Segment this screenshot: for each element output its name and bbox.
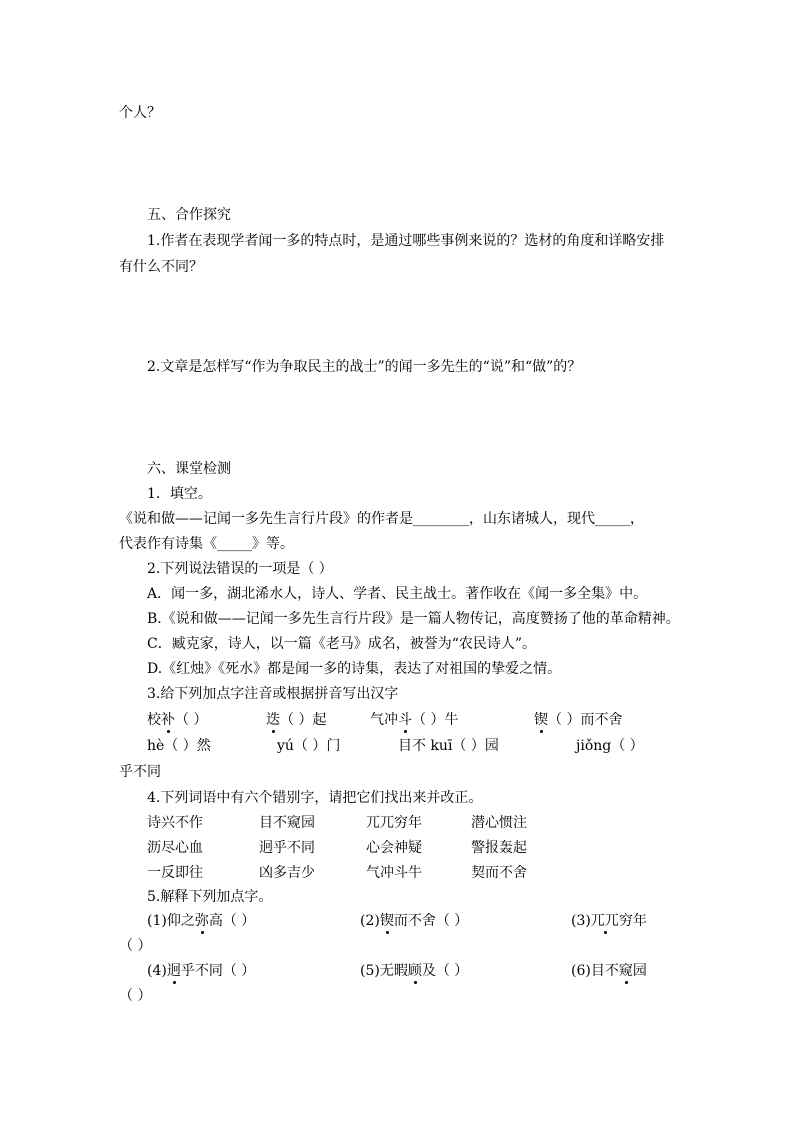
- dotted-char: 迥: [166, 963, 181, 979]
- q4-word: 诗兴不作: [147, 815, 203, 831]
- section6-q4-label: 4.下列词语中有六个错别字，请把它们找出来并改正。: [147, 790, 483, 806]
- top-fragment: 个人？: [119, 105, 161, 121]
- section5-q1-line1: 1.作者在表现学者闻一多的特点时，是通过哪些事例来说的？选材的角度和详略安排: [147, 233, 665, 249]
- q4-word: 潜心惯注: [471, 815, 527, 831]
- q5-item: (5)无暇顾及（ ）: [360, 963, 469, 979]
- q3-row1-item: 迭（ ）起: [266, 712, 327, 728]
- section6-q5-label: 5.解释下列加点字。: [147, 889, 273, 905]
- q4-word: 警报轰起: [471, 840, 527, 856]
- dotted-char: 窥: [618, 963, 633, 979]
- dotted-char: 兀兀: [590, 913, 619, 929]
- q3-row1-item: 气冲斗（ ）牛: [370, 712, 459, 728]
- q4-word: 一反即往: [147, 865, 203, 881]
- section5-q2: 2.文章是怎样写“作为争取民主的战士”的闻一多先生的“说”和“做”的？: [147, 359, 582, 375]
- q5-row2-wrap: （ ）: [119, 988, 152, 1004]
- q4-word: 迥乎不同: [259, 840, 315, 856]
- q3-row2-item: hè（ ）然: [147, 738, 211, 754]
- q3-row1-item: 锲（ ）而不舍: [534, 712, 623, 728]
- q3-row2-item: jiǒng（ ）: [576, 738, 644, 754]
- q5-row1-wrap: （ ）: [119, 938, 152, 954]
- q3-row2-wrap: 乎不同: [119, 764, 161, 780]
- q4-word: 凶多吉少: [259, 865, 315, 881]
- q3-row1-item: 校补（ ）: [147, 712, 208, 728]
- q4-word: 气冲斗牛: [366, 865, 422, 881]
- section6-q2-option-b: B.《说和做——记闻一多先生言行片段》是一篇人物传记，高度赞扬了他的革命精神。: [147, 611, 680, 627]
- q5-item: (6)目不窥园: [571, 963, 647, 979]
- section6-q1-line2: 代表作有诗集《_____》等。: [119, 536, 294, 552]
- section6-title: 六、课堂检测: [147, 461, 231, 477]
- q5-item: (3)兀兀穷年: [571, 913, 647, 929]
- dotted-char: 斗: [398, 712, 412, 728]
- section6-q2-option-a: A．闻一多，湖北浠水人，诗人、学者、民主战士。著作收在《闻一多全集》中。: [147, 586, 648, 602]
- section6-q3-label: 3.给下列加点字注音或根据拼音写出汉字: [147, 686, 399, 702]
- section5-title: 五、合作探究: [147, 207, 231, 223]
- q3-row2-item: 目不 kuī（ ）园: [398, 738, 499, 754]
- q4-word: 目不窥园: [259, 815, 315, 831]
- section6-q2-option-c: C．臧克家，诗人，以一篇《老马》成名，被誉为“农民诗人”。: [147, 636, 537, 652]
- q4-word: 契而不舍: [471, 865, 527, 881]
- dotted-char: 补: [161, 712, 175, 728]
- q4-word: 心会神疑: [366, 840, 422, 856]
- dotted-char: 锲: [534, 712, 548, 728]
- section5-q1-line2: 有什么不同？: [119, 259, 203, 275]
- q5-item: (1)仰之弥高（ ）: [147, 913, 256, 929]
- section6-q1-label: 1．填空。: [147, 486, 212, 502]
- q3-row2-item: yú（ ）门: [277, 738, 341, 754]
- section6-q2-label: 2.下列说法错误的一项是（ ）: [147, 561, 333, 577]
- dotted-char: 顾: [407, 963, 422, 979]
- dotted-char: 迭: [266, 712, 280, 728]
- dotted-char: 弥: [194, 913, 209, 929]
- section6-q2-option-d: D.《红烛》《死水》都是闻一多的诗集，表达了对祖国的挚爱之情。: [147, 661, 562, 677]
- section6-q1-line1: 《说和做——记闻一多先生言行片段》的作者是________，山东诸城人，现代_____，: [119, 511, 644, 527]
- q4-word: 兀兀穷年: [366, 815, 422, 831]
- q5-item: (4)迥乎不同（ ）: [147, 963, 256, 979]
- dotted-char: 锲: [379, 913, 394, 929]
- q5-item: (2)锲而不舍（ ）: [360, 913, 469, 929]
- q4-word: 沥尽心血: [147, 840, 203, 856]
